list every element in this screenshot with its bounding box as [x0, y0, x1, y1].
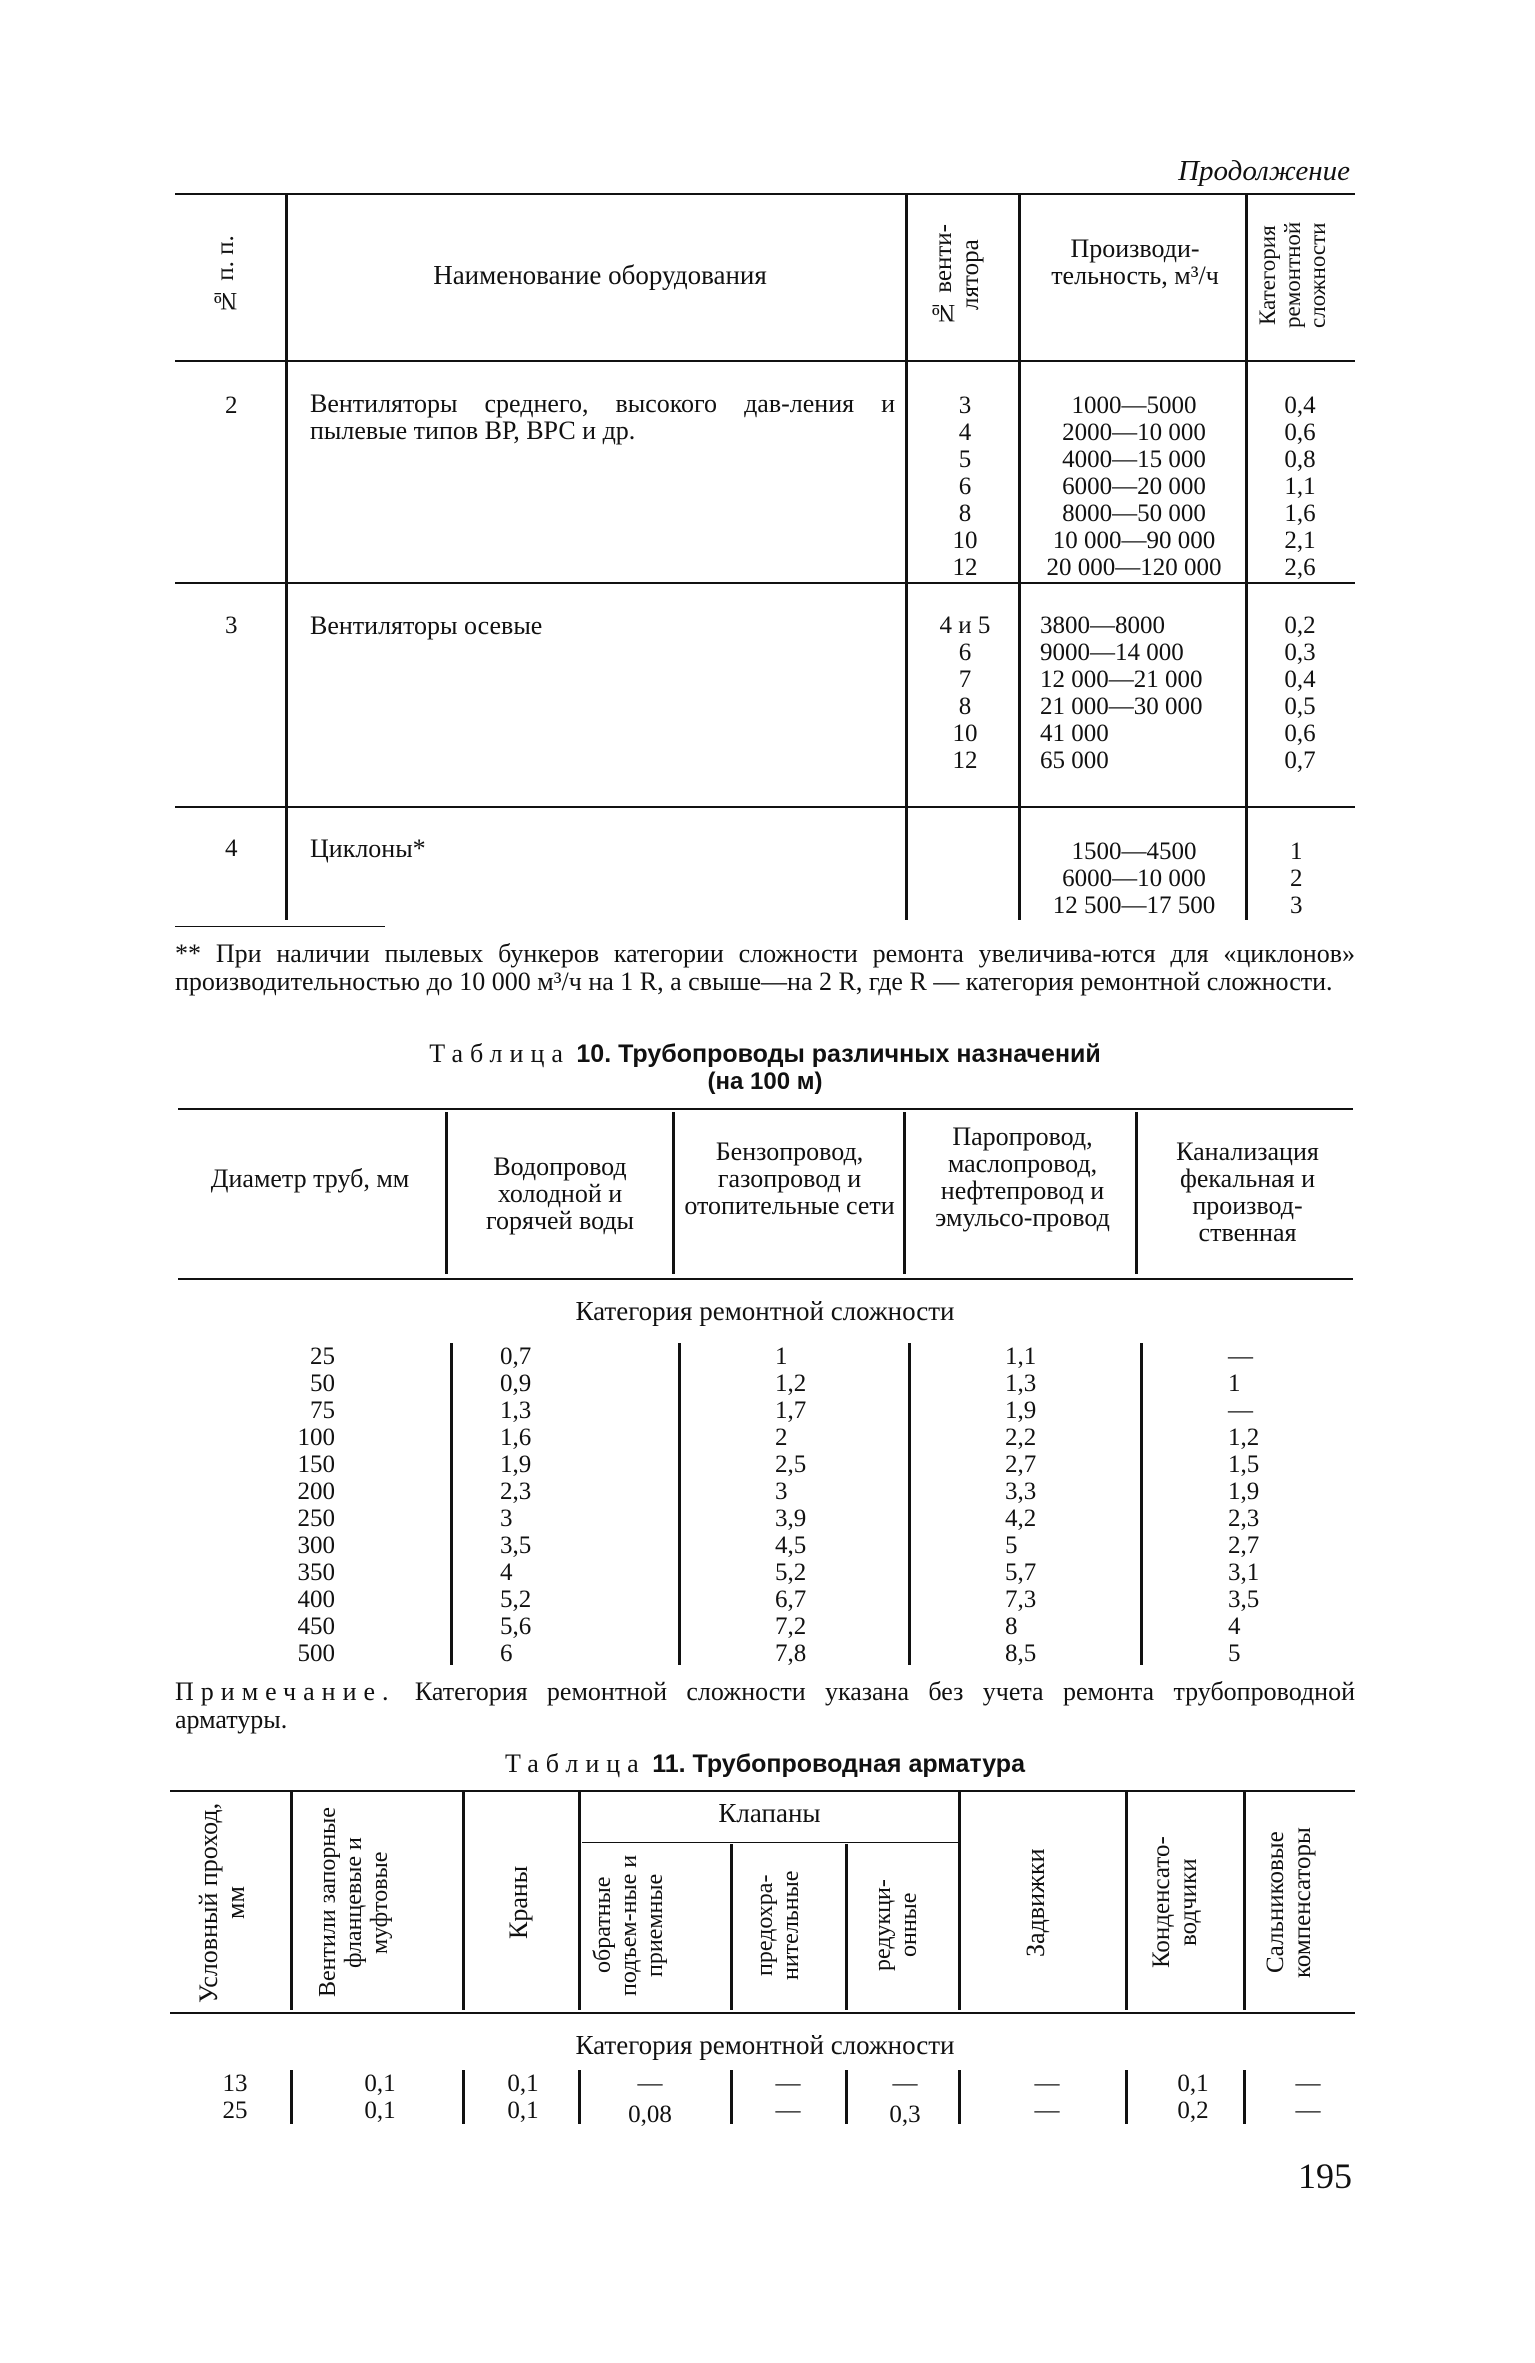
diameter: 250	[297, 1505, 335, 1532]
header-compensators: Сальниковые компенсаторы	[1262, 1827, 1316, 1978]
diameter: 100	[297, 1424, 335, 1451]
category: 0,5	[1284, 693, 1316, 720]
diameter: 400	[297, 1586, 335, 1613]
steam-list	[1005, 1343, 1105, 1667]
rule	[582, 1842, 960, 1843]
column-divider	[1018, 195, 1021, 920]
category: 1,6	[1284, 500, 1316, 527]
category: 0,8	[1284, 446, 1316, 473]
fan-no: 12	[952, 554, 978, 581]
row-num: 2	[225, 392, 238, 419]
value: 7,2	[775, 1613, 807, 1640]
row-num: 3	[225, 612, 238, 639]
capacity: 65 000	[1040, 747, 1109, 774]
fan-no: 6	[958, 473, 972, 500]
cell: —	[637, 2070, 663, 2097]
value: 7,8	[775, 1640, 807, 1667]
value: 3	[500, 1505, 513, 1532]
header-klapany: Клапаны	[718, 1798, 821, 1828]
column-divider	[908, 1343, 911, 1665]
diameter-list	[270, 1343, 335, 1667]
value: 5,6	[500, 1613, 532, 1640]
value: 8,5	[1005, 1640, 1037, 1667]
fan-list	[920, 612, 1010, 774]
cell: 0,2	[1177, 2097, 1209, 2124]
column-divider	[678, 1343, 681, 1665]
footnote: ** При наличии пылевых бункеров категории сложности ремонта увеличива-ются для «циклонов» производительностью до 10 000 м³/ч на 1 R, а свыше—на 2 R, где R — категория ремонтной сложности.	[175, 939, 1355, 996]
column-divider	[958, 1792, 961, 2010]
value: 5,7	[1005, 1559, 1037, 1586]
cell: 0,3	[889, 2101, 921, 2128]
value: 5	[1228, 1640, 1241, 1667]
capacity-list	[1025, 392, 1243, 581]
value: 3,5	[500, 1532, 532, 1559]
fan-no: 12	[952, 747, 978, 774]
value: 1,7	[775, 1397, 807, 1424]
diameter: 200	[297, 1478, 335, 1505]
header-diameter: Диаметр труб, мм	[210, 1164, 410, 1193]
table11-row	[175, 2097, 1355, 2127]
value: 3,1	[1228, 1559, 1260, 1586]
rule	[175, 806, 1355, 808]
cell: 0,1	[364, 2097, 396, 2124]
fan-no: 7	[958, 666, 972, 693]
capacity: 6000—10 000	[1062, 865, 1206, 892]
rule	[178, 1278, 1353, 1280]
header-taps: Краны	[504, 1865, 533, 1940]
cell: 0,08	[628, 2101, 672, 2128]
diameter: 75	[310, 1397, 335, 1424]
rule	[175, 193, 1355, 195]
capacity: 1000—5000	[1071, 392, 1197, 419]
diameter: 150	[297, 1451, 335, 1478]
value: 8	[1005, 1613, 1018, 1640]
value: 2	[775, 1424, 788, 1451]
table10-caption	[175, 1040, 1355, 1068]
header-category: Категория ремонтной сложности	[1255, 221, 1330, 329]
cell: —	[775, 2070, 801, 2097]
value: 4	[500, 1559, 513, 1586]
fan-no: 5	[958, 446, 972, 473]
fan-list	[920, 392, 1010, 581]
capacity: 8000—50 000	[1062, 500, 1206, 527]
category: 0,6	[1284, 419, 1316, 446]
header-name: Наименование оборудования	[433, 260, 767, 290]
note-label: Примечание.	[175, 1677, 396, 1706]
fan-no: 8	[958, 693, 972, 720]
category-list	[1290, 838, 1340, 919]
column-divider	[1125, 1792, 1128, 2010]
column-divider	[903, 1112, 906, 1274]
value: —	[1228, 1343, 1253, 1370]
capacity: 41 000	[1040, 720, 1109, 747]
category-list	[1255, 612, 1345, 774]
fan-no: 10	[952, 527, 978, 554]
value: 2,3	[1228, 1505, 1260, 1532]
value: 4	[1228, 1613, 1241, 1640]
category: 0,4	[1284, 666, 1316, 693]
cell: 13	[222, 2070, 248, 2097]
table-label: Таблица	[505, 1749, 646, 1778]
capacity: 3800—8000	[1040, 612, 1165, 639]
column-divider	[450, 1343, 453, 1665]
cell: —	[775, 2097, 801, 2124]
category: 0,4	[1284, 392, 1316, 419]
sewage-list	[1228, 1343, 1328, 1667]
table-label: Таблица	[429, 1039, 570, 1068]
fan-no: 6	[958, 639, 972, 666]
cell: 0,1	[507, 2070, 539, 2097]
value: 5,2	[500, 1586, 532, 1613]
capacity-list	[1025, 838, 1243, 919]
value: 4,5	[775, 1532, 807, 1559]
capacity: 2000—10 000	[1062, 419, 1206, 446]
cell: —	[892, 2070, 918, 2097]
cell: 0,1	[507, 2097, 539, 2124]
value: 3,9	[775, 1505, 807, 1532]
value: 2,2	[1005, 1424, 1037, 1451]
column-divider	[578, 1792, 581, 2010]
column-divider	[285, 195, 288, 920]
category-list	[1255, 392, 1345, 581]
header-fan-no: № венти-лятора	[930, 224, 984, 327]
category: 1	[1290, 838, 1303, 865]
capacity: 12 500—17 500	[1052, 892, 1216, 919]
value: 6,7	[775, 1586, 807, 1613]
value: 1	[1228, 1370, 1241, 1397]
category-label: Категория ремонтной сложности	[575, 1296, 955, 1326]
rule	[178, 1108, 1353, 1110]
capacity: 6000—20 000	[1062, 473, 1206, 500]
table-title: 11. Трубопроводная арматура	[652, 1750, 1025, 1778]
fan-no: 10	[952, 720, 978, 747]
column-divider	[1140, 1343, 1143, 1665]
cell: 0,1	[364, 2070, 396, 2097]
continuation-label: Продолжение	[1178, 155, 1350, 187]
value: 1,9	[1005, 1397, 1037, 1424]
value: 0,9	[500, 1370, 532, 1397]
value: 3,5	[1228, 1586, 1260, 1613]
value: —	[1228, 1397, 1253, 1424]
value: 1,3	[1005, 1370, 1037, 1397]
value: 7,3	[1005, 1586, 1037, 1613]
value: 4,2	[1005, 1505, 1037, 1532]
header-check: обратные подъем-ные и приемные	[590, 1854, 668, 1996]
value: 1,1	[1005, 1343, 1037, 1370]
fan-no: 4 и 5	[939, 612, 991, 639]
table11-caption	[175, 1750, 1355, 1778]
diameter: 50	[310, 1370, 335, 1397]
category: 0,7	[1284, 747, 1316, 774]
diameter: 300	[297, 1532, 335, 1559]
category: 1,1	[1284, 473, 1316, 500]
header-safety: предохра-нительные	[752, 1870, 804, 1980]
header-steam: Паропровод, маслопровод, нефтепровод и эмульсо-провод	[935, 1122, 1110, 1232]
header-capacity: Производи-тельность, м³/ч	[1051, 234, 1219, 290]
capacity: 21 000—30 000	[1040, 693, 1203, 720]
table-title: 10. Трубопроводы различных назначений	[576, 1040, 1101, 1068]
fan-no: 3	[958, 392, 972, 419]
column-divider	[905, 195, 908, 920]
value: 6	[500, 1640, 513, 1667]
value: 1,5	[1228, 1451, 1260, 1478]
petrol-list	[775, 1343, 875, 1667]
table10-note	[175, 1678, 1355, 1734]
page-number: 195	[1298, 2156, 1352, 2196]
column-divider	[845, 1844, 848, 2010]
value: 2,7	[1005, 1451, 1037, 1478]
row-num: 4	[225, 835, 238, 862]
diameter: 450	[297, 1613, 335, 1640]
header-diameter: Условный проход, мм	[194, 1802, 250, 2003]
capacity: 9000—14 000	[1040, 639, 1184, 666]
value: 1	[775, 1343, 788, 1370]
capacity-list	[1040, 612, 1240, 774]
value: 1,2	[775, 1370, 807, 1397]
column-divider	[1135, 1112, 1138, 1274]
category-label: Категория ремонтной сложности	[575, 2030, 955, 2060]
value: 1,9	[1228, 1478, 1260, 1505]
capacity: 10 000—90 000	[1052, 527, 1216, 554]
value: 5,2	[775, 1559, 807, 1586]
water-list	[500, 1343, 600, 1667]
table10-subtitle: (на 100 м)	[707, 1068, 823, 1095]
value: 2,7	[1228, 1532, 1260, 1559]
cell: —	[1034, 2070, 1060, 2097]
value: 1,6	[500, 1424, 532, 1451]
value: 2,5	[775, 1451, 807, 1478]
capacity: 1500—4500	[1071, 838, 1197, 865]
diameter: 25	[310, 1343, 335, 1370]
header-reducing: редукци-онные	[870, 1879, 922, 1971]
rule	[170, 1790, 1355, 1792]
fan-no: 4	[958, 419, 972, 446]
row-name: Вентиляторы среднего, высокого дав-ления и пылевые типов ВР, ВРС и др.	[310, 389, 895, 445]
rule	[175, 582, 1355, 584]
capacity: 4000—15 000	[1062, 446, 1206, 473]
capacity: 12 000—21 000	[1040, 666, 1203, 693]
column-divider	[730, 1844, 733, 2010]
header-num: № п. п.	[212, 235, 239, 315]
rule	[170, 2012, 1355, 2014]
column-divider	[1243, 1792, 1246, 2010]
row-name: Циклоны*	[310, 834, 426, 863]
footnote-rule	[175, 926, 385, 927]
diameter: 350	[297, 1559, 335, 1586]
value: 1,2	[1228, 1424, 1260, 1451]
fan-no: 8	[958, 500, 972, 527]
cell: —	[1295, 2097, 1321, 2124]
header-valves: Вентили запорные фланцевые и муфтовые	[315, 1807, 393, 1998]
value: 1,9	[500, 1451, 532, 1478]
note-text: Категория ремонтной сложности указана без учета ремонта трубопроводной арматуры.	[175, 1677, 1356, 1734]
cell: 0,1	[1177, 2070, 1209, 2097]
category: 2,1	[1284, 527, 1316, 554]
value: 1,3	[500, 1397, 532, 1424]
category: 0,3	[1284, 639, 1316, 666]
cell: —	[1034, 2097, 1060, 2124]
value: 5	[1005, 1532, 1018, 1559]
column-divider	[445, 1112, 448, 1274]
column-divider	[1245, 195, 1248, 920]
column-divider	[462, 1792, 465, 2010]
value: 3	[775, 1478, 788, 1505]
value: 2,3	[500, 1478, 532, 1505]
header-petrol: Бензопровод, газопровод и отопительные сети	[684, 1137, 895, 1220]
column-divider	[290, 1792, 293, 2010]
header-sewage: Канализация фекальная и производ-ственная	[1176, 1137, 1319, 1247]
column-divider	[672, 1112, 675, 1274]
value: 0,7	[500, 1343, 532, 1370]
rule	[175, 360, 1355, 362]
category: 2,6	[1284, 554, 1316, 581]
cell: —	[1295, 2070, 1321, 2097]
category: 2	[1290, 865, 1303, 892]
category: 3	[1290, 892, 1303, 919]
header-gates: Задвижки	[1021, 1848, 1050, 1957]
header-water: Водопровод холодной и горячей воды	[485, 1152, 635, 1235]
header-traps: Конденсато-водчики	[1148, 1836, 1202, 1969]
category: 0,6	[1284, 720, 1316, 747]
diameter: 500	[297, 1640, 335, 1667]
row-name: Вентиляторы осевые	[310, 611, 543, 640]
capacity: 20 000—120 000	[1046, 554, 1222, 581]
cell: 25	[222, 2097, 248, 2124]
category: 0,2	[1284, 612, 1316, 639]
value: 3,3	[1005, 1478, 1037, 1505]
